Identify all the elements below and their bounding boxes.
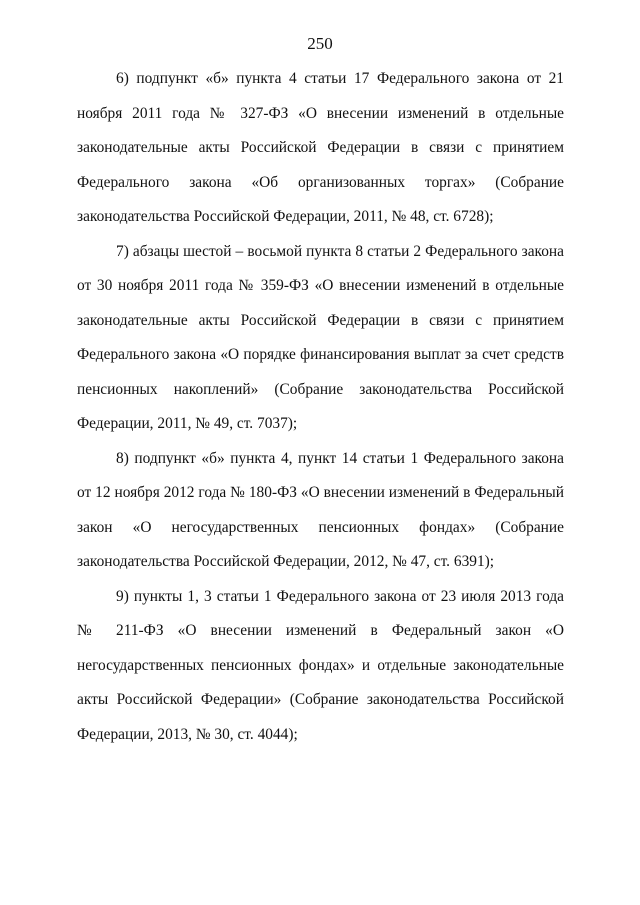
list-item-9: 9) пункты 1, 3 статьи 1 Федерального закона от 23 июля 2013 года № 211-ФЗ «О внесении изменений в Федеральный закон «О негосударственных пенсионных фондах» и отдельные законодательные акты Российской Федерации» (Собрание законодательства Российской Федерации, 2013, № 30, ст. 4044); xyxy=(77,587,564,743)
list-item-8: 8) подпункт «б» пункта 4, пункт 14 статьи 1 Федерального закона от 12 ноября 2012 года № 180-ФЗ «О внесении изменений в Федеральный закон «О негосударственных пенсионных фондах» (Собрание законодательства Российской Федерации, 2012, № 47, ст. 6391); xyxy=(77,449,564,570)
list-item-7: 7) абзацы шестой – восьмой пункта 8 статьи 2 Федерального закона от 30 ноября 2011 года № 359-ФЗ «О внесении изменений в отдельные законодательные акты Российской Федерации в связи с принятием Федерального закона «О порядке финансирования выплат за счет средств пенсионных накоплений» (Собрание законодательства Российской Федерации, 2011, № 49, ст. 7037); xyxy=(77,242,564,432)
page-number: 250 xyxy=(307,34,333,53)
document-body xyxy=(77,62,564,752)
list-item-6: 6) подпункт «б» пункта 4 статьи 17 Федерального закона от 21 ноября 2011 года № 327-ФЗ «О внесении изменений в отдельные законодательные акты Российской Федерации в связи с принятием Федерального закона «Об организованных торгах» (Собрание законодательства Российской Федерации, 2011, № 48, ст. 6728); xyxy=(77,70,564,225)
